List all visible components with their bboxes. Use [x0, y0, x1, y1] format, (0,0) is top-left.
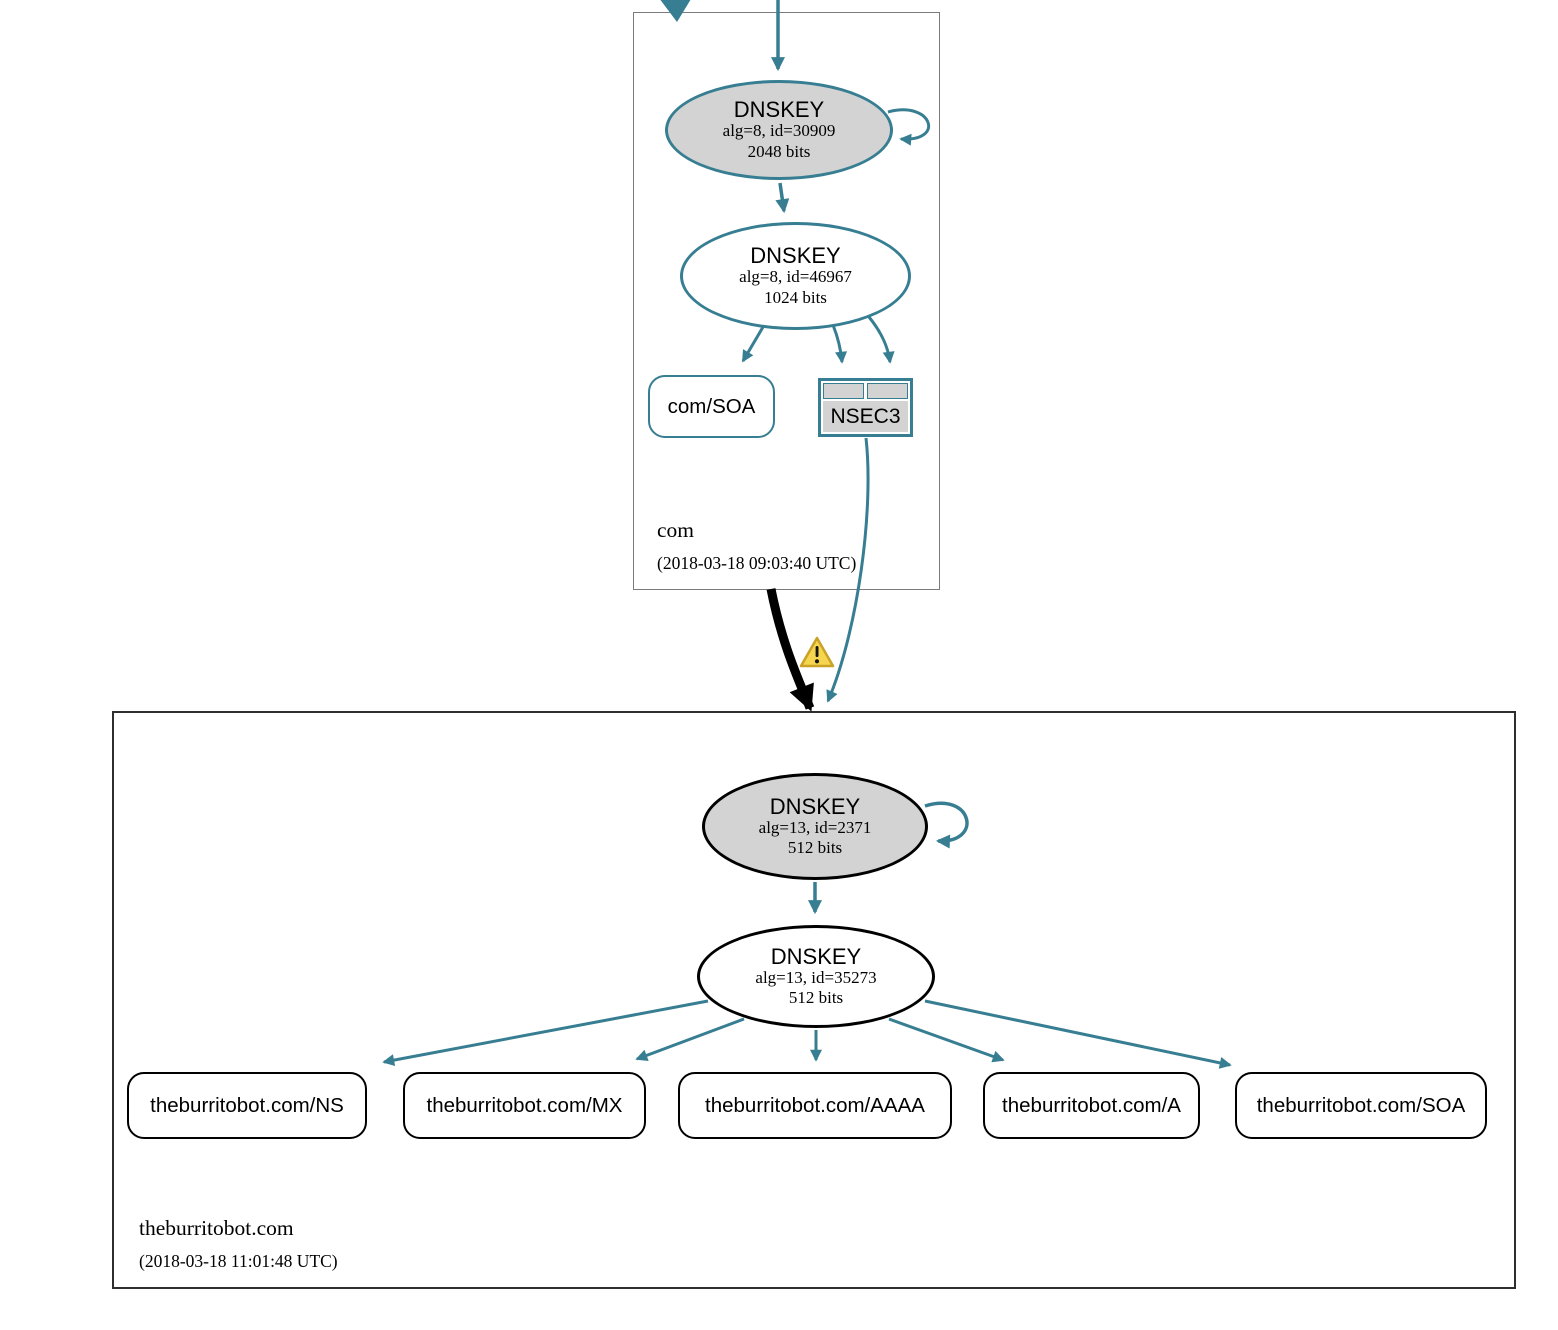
- nsec3-node[interactable]: [818, 378, 913, 437]
- rrset-tbb-a-label: theburritobot.com/A: [1002, 1093, 1181, 1117]
- edge-com-ksk-selfsign: [888, 110, 929, 139]
- nsec3-cell-left: [823, 383, 864, 399]
- edge-com-ksk-to-zsk: [780, 183, 784, 211]
- rrset-tbb-ns[interactable]: [127, 1072, 367, 1139]
- rrset-tbb-a[interactable]: [983, 1072, 1200, 1139]
- rrset-tbb-mx[interactable]: [403, 1072, 646, 1139]
- edge-tbb-zsk-to-mx: [637, 1019, 744, 1059]
- dnskey-com-zsk-label: DNSKEY: [750, 243, 841, 269]
- zone-timestamp-theburritobot: (2018-03-18 11:01:48 UTC): [139, 1251, 338, 1271]
- rrset-tbb-soa-label: theburritobot.com/SOA: [1256, 1093, 1466, 1117]
- rrset-com-soa[interactable]: [648, 375, 775, 438]
- rrset-tbb-soa[interactable]: [1235, 1072, 1487, 1139]
- rrset-com-soa-label: com/SOA: [667, 394, 756, 418]
- zone-timestamp-com: (2018-03-18 09:03:40 UTC): [657, 553, 857, 573]
- dnskey-com-ksk-label: DNSKEY: [733, 97, 825, 123]
- edge-tbb-zsk-to-ns: [384, 1001, 708, 1062]
- rrset-tbb-mx-label: theburritobot.com/MX: [426, 1093, 623, 1117]
- dnskey-tbb-zsk-label: DNSKEY: [770, 943, 862, 969]
- dnskey-tbb-ksk-bits: 512 bits: [787, 838, 843, 858]
- warning-icon[interactable]: [799, 636, 835, 674]
- nsec3-header-cells: [823, 383, 908, 399]
- edge-tbb-zsk-to-a: [889, 1019, 1003, 1060]
- dnskey-tbb-ksk-label: DNSKEY: [769, 793, 861, 819]
- dnskey-com-zsk[interactable]: [680, 222, 911, 330]
- dnskey-tbb-zsk-bits: 512 bits: [788, 988, 844, 1008]
- rrset-tbb-aaaa-label: theburritobot.com/AAAA: [705, 1093, 925, 1117]
- nsec3-label: NSEC3: [823, 401, 908, 432]
- dnskey-com-ksk-bits: 2048 bits: [747, 141, 811, 161]
- dnskey-com-zsk-bits: 1024 bits: [764, 287, 827, 307]
- edge-com-zsk-to-soa: [743, 327, 763, 361]
- zone-name-theburritobot: theburritobot.com: [139, 1216, 294, 1240]
- dnskey-tbb-zsk[interactable]: [697, 925, 935, 1028]
- dnskey-tbb-ksk-detail: alg=13, id=2371: [758, 817, 872, 837]
- edge-tbb-ksk-selfsign: [925, 803, 967, 841]
- edge-parent-delegation-arrowhead: [656, 0, 691, 22]
- edge-com-zsk-to-nsec3-a: [833, 325, 842, 362]
- rrset-tbb-ns-label: theburritobot.com/NS: [150, 1093, 344, 1117]
- dnskey-com-ksk[interactable]: [665, 80, 893, 180]
- dnskey-tbb-zsk-detail: alg=13, id=35273: [755, 967, 877, 987]
- edge-com-zsk-to-nsec3-b: [869, 317, 890, 362]
- nsec3-cell-right: [867, 383, 908, 399]
- edge-tbb-zsk-to-soa: [925, 1001, 1230, 1065]
- dnskey-com-ksk-detail: alg=8, id=30909: [722, 121, 836, 141]
- dnskey-com-zsk-detail: alg=8, id=46967: [739, 267, 852, 287]
- dnskey-tbb-ksk[interactable]: [702, 773, 928, 880]
- zone-name-com: com: [657, 518, 695, 542]
- rrset-tbb-aaaa[interactable]: [678, 1072, 952, 1139]
